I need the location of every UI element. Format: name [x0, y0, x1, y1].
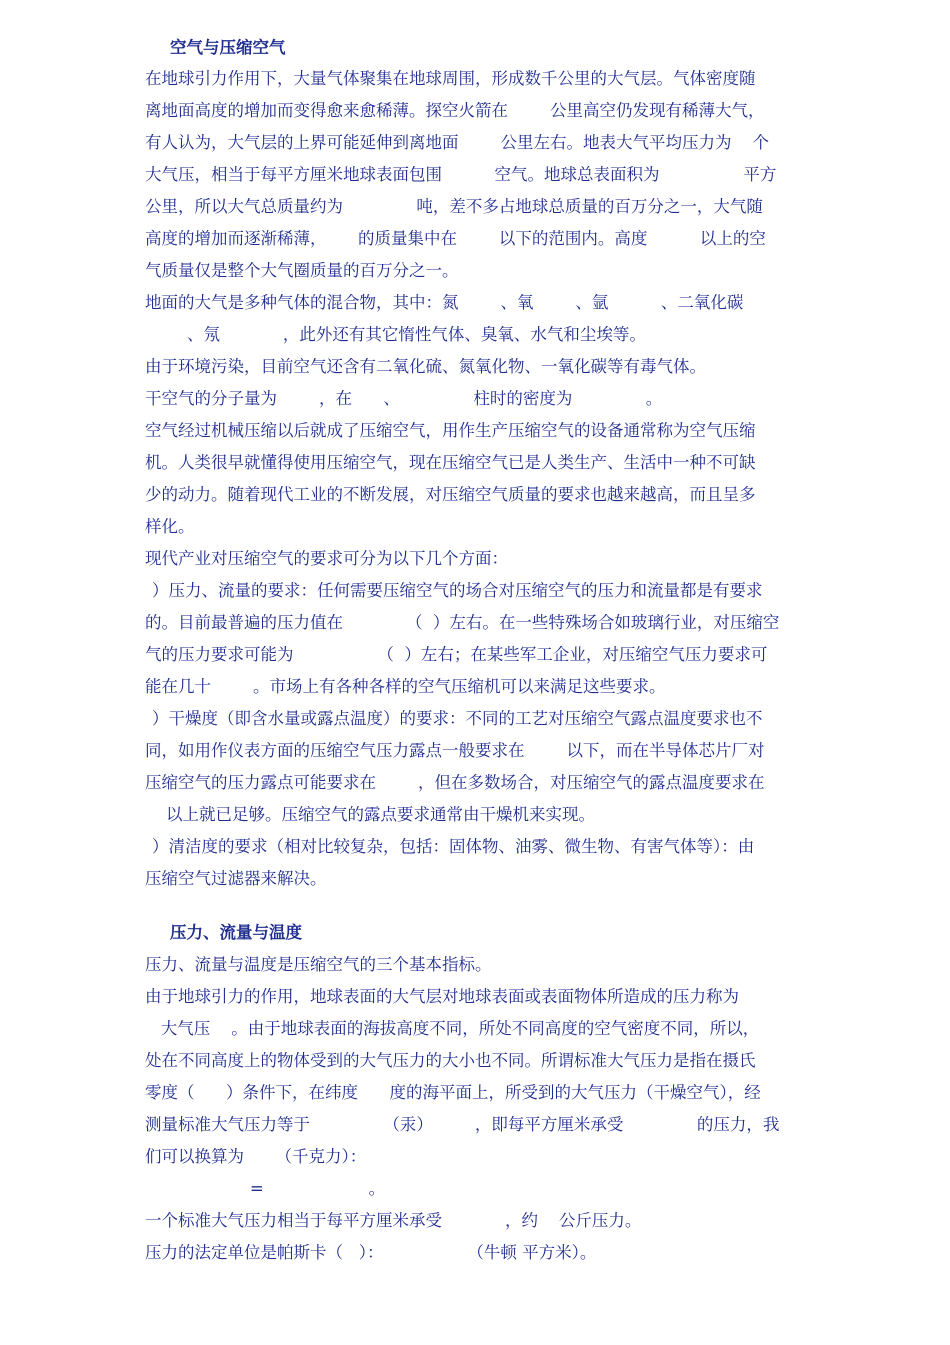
- paragraph-line: 处在不同高度上的物体受到的大气压力的大小也不同。所谓标准大气压力是指在摄氏: [145, 1051, 756, 1070]
- paragraph-line: 测量标准大气压力等于 （汞） ，即每平方厘米承受 的压力，我: [145, 1115, 780, 1134]
- paragraph-line: 有人认为，大气层的上界可能延伸到离地面 公里左右。地表大气平均压力为 个: [145, 133, 769, 152]
- paragraph-line: 干空气的分子量为 ，在 、 柱时的密度为 。: [145, 389, 663, 408]
- paragraph-line: 高度的增加而逐渐稀薄， 的质量集中在 以下的范围内。高度 以上的空: [145, 229, 766, 248]
- paragraph-line: 压力、流量与温度是压缩空气的三个基本指标。: [145, 955, 492, 974]
- section-title-pressure: 压力、流量与温度: [170, 923, 302, 942]
- paragraph-line: 少的动力。随着现代工业的不断发展，对压缩空气质量的要求也越来越高，而且呈多: [145, 485, 756, 504]
- paragraph-line: 能在几十 。市场上有各种各样的空气压缩机可以来满足这些要求。: [145, 677, 666, 696]
- paragraph-line: 由于地球引力的作用，地球表面的大气层对地球表面或表面物体所造成的压力称为: [145, 987, 739, 1006]
- paragraph-line: 同，如用作仪表方面的压缩空气压力露点一般要求在 以下，而在半导体芯片厂对: [145, 741, 765, 760]
- equation-line: = 。: [145, 1179, 386, 1198]
- paragraph-line: 以上就已足够。压缩空气的露点要求通常由干燥机来实现。: [145, 805, 595, 824]
- paragraph-line: 现代产业对压缩空气的要求可分为以下几个方面：: [145, 549, 508, 568]
- paragraph-line: 气的压力要求可能为 （ ）左右；在某些军工企业，对压缩空气压力要求可: [145, 645, 768, 664]
- paragraph-line: 压缩空气的压力露点可能要求在 ，但在多数场合，对压缩空气的露点温度要求在: [145, 773, 765, 792]
- paragraph-line: 由于环境污染，目前空气还含有二氧化硫、氮氧化物、一氧化碳等有毒气体。: [145, 357, 706, 376]
- paragraph-line: 气质量仅是整个大气圈质量的百万分之一。: [145, 261, 459, 280]
- paragraph-line: 地面的大气是多种气体的混合物，其中：氮 、氧 、氩 、二氧化碳: [145, 293, 744, 312]
- paragraph-line: 、氖 ，此外还有其它惰性气体、臭氧、水气和尘埃等。: [145, 325, 646, 344]
- paragraph-line: 在地球引力作用下，大量气体聚集在地球周围，形成数千公里的大气层。气体密度随: [145, 69, 756, 88]
- paragraph-line: ）清洁度的要求（相对比较复杂，包括：固体物、油雾、微生物、有害气体等）：由: [152, 837, 755, 856]
- paragraph-line: 们可以换算为 （千克力）：: [145, 1147, 367, 1166]
- paragraph-line: 压缩空气过滤器来解决。: [145, 869, 327, 888]
- paragraph-line: 离地面高度的增加而变得愈来愈稀薄。探空火箭在 公里高空仍发现有稀薄大气，: [145, 101, 765, 120]
- paragraph-line: 大气压，相当于每平方厘米地球表面包围 空气。地球总表面积为 平方: [145, 165, 777, 184]
- paragraph-line: 公里，所以大气总质量约为 吨，差不多占地球总质量的百万分之一，大气随: [145, 197, 763, 216]
- paragraph-line: 机。人类很早就懂得使用压缩空气，现在压缩空气已是人类生产、生活中一种不可缺: [145, 453, 756, 472]
- paragraph-line: 大气压 。由于地球表面的海拔高度不同，所处不同高度的空气密度不同，所以，: [145, 1019, 760, 1038]
- section-title-air: 空气与压缩空气: [170, 38, 286, 57]
- paragraph-line: ）干燥度（即含水量或露点温度）的要求：不同的工艺对压缩空气露点温度要求也不: [152, 709, 763, 728]
- paragraph-line: 零度（ ）条件下，在纬度 度的海平面上，所受到的大气压力（干燥空气），经: [145, 1083, 761, 1102]
- paragraph-line: 样化。: [145, 517, 195, 536]
- paragraph-line: 压力的法定单位是帕斯卡（ ）： （牛顿 平方米）。: [145, 1243, 597, 1262]
- paragraph-line: 空气经过机械压缩以后就成了压缩空气，用作生产压缩空气的设备通常称为空气压缩: [145, 421, 756, 440]
- paragraph-line: 的。目前最普遍的压力值在 （ ）左右。在一些特殊场合如玻璃行业，对压缩空: [145, 613, 780, 632]
- paragraph-line: ）压力、流量的要求：任何需要压缩空气的场合对压缩空气的压力和流量都是有要求: [152, 581, 763, 600]
- paragraph-line: 一个标准大气压力相当于每平方厘米承受 ，约 公斤压力。: [145, 1211, 642, 1230]
